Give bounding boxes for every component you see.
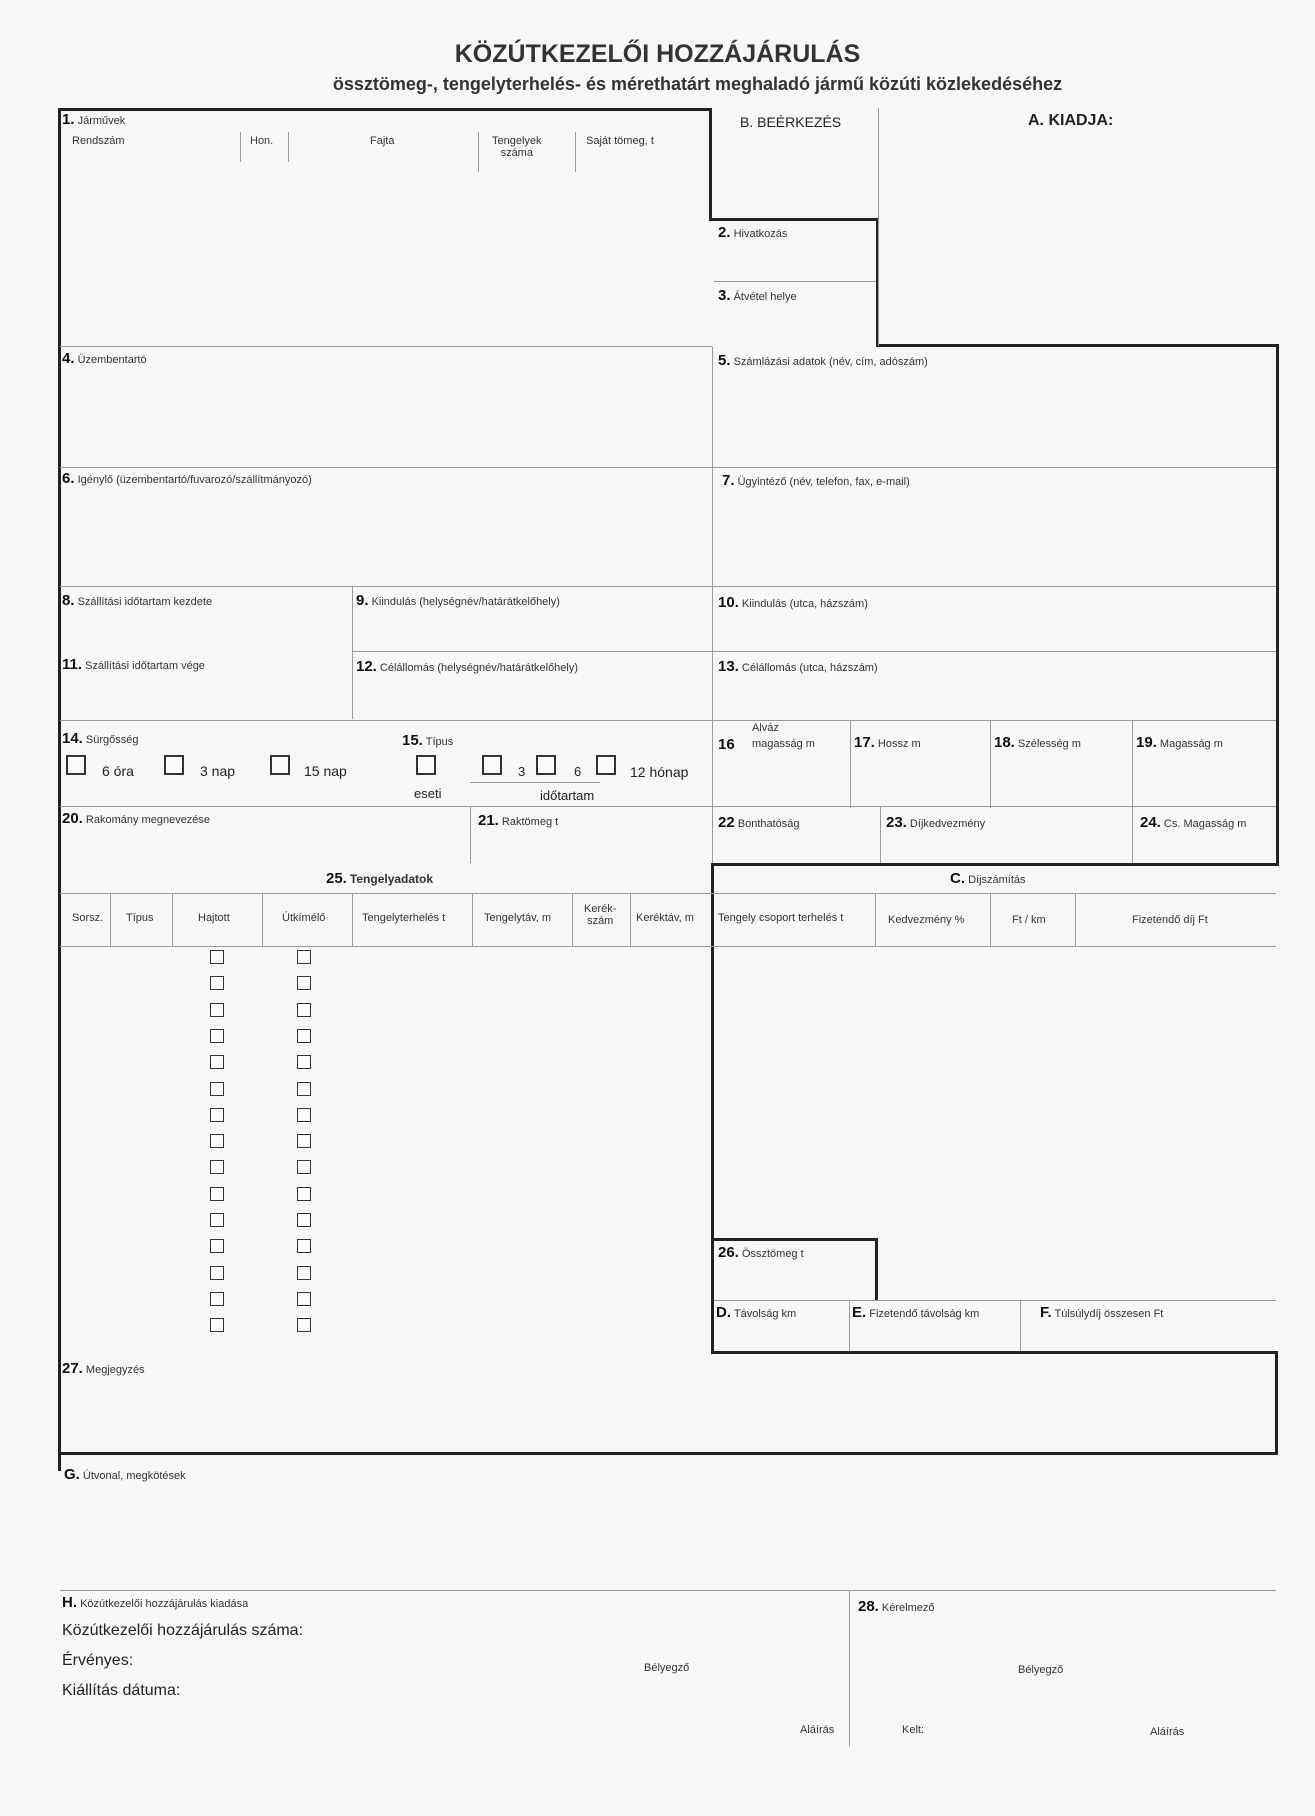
border — [875, 1238, 878, 1301]
col-sajat-tomeg: Saját tömeg, t — [586, 135, 654, 147]
col-hon: Hon. — [250, 135, 274, 147]
type-idotartam-label: időtartam — [540, 788, 595, 803]
field-6-label: 6. Igénylő (üzembentartó/fuvarozó/szállítmányozó) — [62, 470, 312, 487]
hajtott-checkbox[interactable] — [210, 1029, 224, 1043]
col-fizetendo-dij: Fizetendő díj Ft — [1132, 914, 1208, 926]
field-d-label: D. Távolság km — [716, 1304, 797, 1321]
utkimelo-checkbox[interactable] — [297, 1134, 311, 1148]
divider — [990, 893, 991, 946]
divider — [172, 893, 173, 946]
field-10-label: 10. Kiindulás (utca, házszám) — [718, 594, 868, 611]
utkimelo-checkbox[interactable] — [297, 1213, 311, 1227]
border — [709, 108, 712, 220]
type-eseti-checkbox[interactable] — [416, 755, 436, 775]
field-19-label: 19. Magasság m — [1136, 734, 1223, 751]
border — [876, 344, 1279, 347]
divider — [990, 720, 991, 808]
divider — [60, 1590, 1276, 1591]
utkimelo-checkbox[interactable] — [297, 1266, 311, 1280]
utkimelo-checkbox[interactable] — [297, 1318, 311, 1332]
hajtott-checkbox[interactable] — [210, 1318, 224, 1332]
utkimelo-checkbox[interactable] — [297, 1160, 311, 1174]
divider — [60, 467, 1276, 468]
divider — [850, 720, 851, 808]
border — [58, 1452, 1278, 1455]
urgency-3-nap-label: 3 nap — [200, 763, 236, 779]
field-11-label: 11. Szállítási időtartam vége — [62, 656, 205, 673]
divider — [878, 108, 879, 346]
field-22-label: 22 Bonthatóság — [718, 814, 800, 831]
divider — [60, 586, 1276, 587]
divider — [240, 132, 241, 162]
field-18-label: 18. Szélesség m — [994, 734, 1081, 751]
hajtott-checkbox[interactable] — [210, 1108, 224, 1122]
field-25-label: 25. Tengelyadatok — [326, 870, 434, 887]
field-28-label: 28. Kérelmező — [858, 1598, 935, 1615]
type-3-label: 3 — [518, 764, 526, 779]
divider — [60, 346, 712, 347]
field-20-label: 20. Rakomány megnevezése — [62, 810, 211, 827]
col-rendszam: Rendszám — [72, 135, 125, 147]
urgency-3-nap-checkbox[interactable] — [164, 755, 184, 775]
field-e-label: E. Fizetendő távolság km — [852, 1304, 980, 1321]
border — [58, 108, 61, 1471]
divider — [630, 893, 631, 946]
utkimelo-checkbox[interactable] — [297, 1187, 311, 1201]
col-ft-km: Ft / km — [1012, 914, 1046, 926]
field-7-label: 7. Ügyintéző (név, telefon, fax, e-mail) — [722, 472, 910, 489]
field-13-label: 13. Célállomás (utca, házszám) — [718, 658, 878, 675]
hajtott-checkbox[interactable] — [210, 1003, 224, 1017]
28-kelt-label: Kelt: — [902, 1724, 925, 1736]
divider — [1020, 1300, 1021, 1351]
col-kerektav: Keréktáv, m — [636, 912, 694, 924]
col-hajtott: Hajtott — [198, 912, 230, 924]
divider — [575, 132, 576, 172]
utkimelo-checkbox[interactable] — [297, 1029, 311, 1043]
divider — [60, 720, 1276, 721]
type-6-checkbox[interactable] — [536, 755, 556, 775]
28-sign-label: Aláírás — [1150, 1726, 1185, 1738]
field-5-label: 5. Számlázási adatok (név, cím, adószám) — [718, 352, 928, 369]
valid-label: Érvényes: — [62, 1652, 134, 1669]
field-9-label: 9. Kiindulás (helységnév/határátkelőhely) — [356, 592, 560, 609]
utkimelo-checkbox[interactable] — [297, 1003, 311, 1017]
field-2-label: 2. Hivatkozás — [718, 224, 788, 241]
hajtott-checkbox[interactable] — [210, 976, 224, 990]
border — [58, 108, 712, 111]
hajtott-checkbox[interactable] — [210, 1082, 224, 1096]
hajtott-checkbox[interactable] — [210, 1134, 224, 1148]
divider — [352, 586, 353, 719]
permit-number-label: Közútkezelői hozzájárulás száma: — [62, 1622, 304, 1639]
box-b-label: B. BEÉRKEZÉS — [740, 114, 842, 130]
type-eseti-label: eseti — [414, 786, 442, 801]
utkimelo-checkbox[interactable] — [297, 1292, 311, 1306]
col-tengelyterheles: Tengelyterhelés t — [362, 912, 446, 924]
divider — [1075, 893, 1076, 946]
utkimelo-checkbox[interactable] — [297, 1239, 311, 1253]
type-3-checkbox[interactable] — [482, 755, 502, 775]
urgency-6-ora-checkbox[interactable] — [66, 755, 86, 775]
border — [1275, 1351, 1278, 1455]
col-kedvezmeny: Kedvezmény % — [888, 914, 965, 926]
border — [711, 1351, 1277, 1354]
border — [711, 863, 714, 1353]
field-c-label: C. Díjszámítás — [950, 870, 1026, 887]
divider — [875, 893, 876, 946]
divider — [880, 806, 881, 863]
col-tengely-csoport: Tengely csoport terhelés t — [718, 912, 844, 924]
border — [709, 218, 879, 221]
field-21-label: 21. Raktömeg t — [478, 812, 559, 829]
hajtott-checkbox[interactable] — [210, 1292, 224, 1306]
urgency-15-nap-label: 15 nap — [304, 763, 347, 779]
hajtott-checkbox[interactable] — [210, 1187, 224, 1201]
field-8-label: 8. Szállítási időtartam kezdete — [62, 592, 213, 609]
utkimelo-checkbox[interactable] — [297, 950, 311, 964]
divider — [714, 281, 876, 282]
box-a-label: A. KIADJA: — [1028, 112, 1114, 129]
issue-date-label: Kiállítás dátuma: — [62, 1682, 181, 1699]
col-sorsz: Sorsz. — [72, 912, 104, 924]
divider — [849, 1590, 850, 1746]
col-tipus: Típus — [126, 912, 154, 924]
divider — [849, 1300, 850, 1351]
divider — [288, 132, 289, 162]
divider — [60, 893, 1276, 894]
divider — [262, 893, 263, 946]
field-3-label: 3. Átvétel helye — [718, 287, 797, 304]
h-sign-label: Aláírás — [800, 1724, 835, 1736]
divider — [352, 651, 1276, 652]
hajtott-checkbox[interactable] — [210, 1239, 224, 1253]
col-utkimelo: Útkímélő — [282, 912, 326, 924]
border — [712, 863, 1279, 866]
field-14-label: 14. Sürgősség — [62, 730, 139, 747]
hajtott-checkbox[interactable] — [210, 950, 224, 964]
field-27-label: 27. Megjegyzés — [62, 1360, 145, 1377]
divider — [352, 893, 353, 946]
utkimelo-checkbox[interactable] — [297, 1082, 311, 1096]
28-stamp-label: Bélyegző — [1018, 1664, 1064, 1676]
urgency-6-ora-label: 6 óra — [102, 763, 134, 779]
field-24-label: 24. Cs. Magasság m — [1140, 814, 1247, 831]
field-1-label: 1. Járművek — [62, 111, 126, 128]
divider — [60, 806, 1276, 807]
urgency-15-nap-checkbox[interactable] — [270, 755, 290, 775]
divider — [572, 893, 573, 946]
field-15-label: 15. Típus — [402, 732, 454, 749]
utkimelo-checkbox[interactable] — [297, 1108, 311, 1122]
divider — [478, 132, 479, 172]
hajtott-checkbox[interactable] — [210, 1213, 224, 1227]
divider — [472, 893, 473, 946]
border — [711, 1238, 878, 1241]
divider — [714, 1300, 1276, 1301]
utkimelo-checkbox[interactable] — [297, 976, 311, 990]
divider — [110, 893, 111, 946]
col-kerekszam: Kerék- szám — [584, 903, 617, 927]
field-h-label: H. Közútkezelői hozzájárulás kiadása — [62, 1594, 249, 1611]
field-26-label: 26. Össztömeg t — [718, 1244, 804, 1261]
hajtott-checkbox[interactable] — [210, 1160, 224, 1174]
field-23-label: 23. Díjkedvezmény — [886, 814, 986, 831]
type-12-label: 12 hónap — [630, 764, 689, 780]
border — [1276, 344, 1279, 866]
form-subtitle: össztömeg-, tengelyterhelés- és mérethatárt meghaladó jármű közúti közlekedéséhez — [332, 74, 1063, 94]
form-title: KÖZÚTKEZELŐI HOZZÁJÁRULÁS — [454, 40, 861, 68]
field-17-label: 17. Hossz m — [854, 734, 921, 751]
divider — [470, 806, 471, 863]
divider — [60, 946, 1276, 947]
utkimelo-checkbox[interactable] — [297, 1055, 311, 1069]
h-stamp-label: Bélyegző — [644, 1662, 690, 1674]
field-f-label: F. Túlsúlydíj összesen Ft — [1040, 1304, 1164, 1321]
col-fajta: Fajta — [370, 135, 395, 147]
divider — [470, 782, 600, 783]
divider — [1132, 720, 1133, 863]
type-6-label: 6 — [574, 764, 582, 779]
divider — [712, 347, 713, 863]
type-12-checkbox[interactable] — [596, 755, 616, 775]
col-tengelytav: Tengelytáv, m — [484, 912, 552, 924]
col-tengelyek: Tengelyek száma — [492, 135, 542, 159]
hajtott-checkbox[interactable] — [210, 1055, 224, 1069]
field-4-label: 4. Üzembentartó — [62, 350, 147, 367]
hajtott-checkbox[interactable] — [210, 1266, 224, 1280]
field-12-label: 12. Célállomás (helységnév/határátkelőhely) — [356, 658, 579, 675]
field-g-label: G. Útvonal, megkötések — [64, 1466, 186, 1483]
